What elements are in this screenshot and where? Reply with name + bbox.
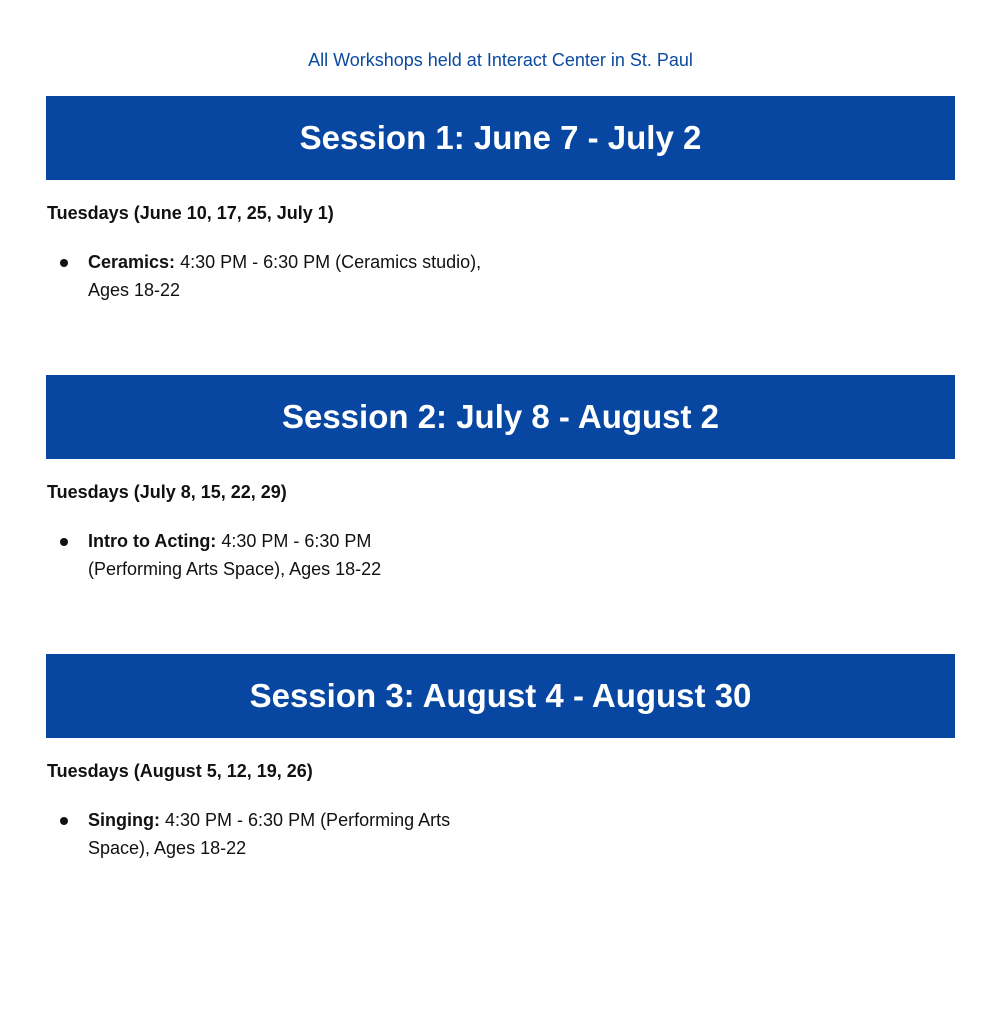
- session-3-day-heading: Tuesdays (August 5, 12, 19, 26): [47, 761, 313, 781]
- workshop-details: 4:30 PM - 6:30 PM (Ceramics studio), Ages 18-22: [88, 252, 482, 300]
- session-3-workshop-item: [88, 806, 468, 862]
- workshop-name: Intro to Acting:: [88, 531, 217, 551]
- session-2-day-heading: Tuesdays (July 8, 15, 22, 29): [47, 482, 287, 502]
- bullet-icon: [60, 538, 68, 546]
- session-2-title: Session 2: July 8 - August 2: [281, 398, 720, 435]
- session-1-title: Session 1: June 7 - July 2: [299, 119, 702, 156]
- workshop-name: Ceramics:: [88, 252, 176, 272]
- session-1-day-heading: Tuesdays (June 10, 17, 25, July 1): [47, 203, 334, 223]
- session-2-banner: [46, 375, 955, 459]
- bullet-icon: [60, 259, 68, 267]
- workshop-details: 4:30 PM - 6:30 PM (Performing Arts Space), Ages 18-22: [88, 531, 382, 579]
- session-1-workshop-item: [88, 248, 488, 304]
- session-3-title: Session 3: August 4 - August 30: [249, 677, 752, 714]
- session-2-workshop-item: [88, 527, 428, 583]
- location-notice: All Workshops held at Interact Center in St. Paul: [308, 50, 693, 70]
- workshop-details: 4:30 PM - 6:30 PM (Performing Arts Space), Ages 18-22: [88, 810, 451, 858]
- workshop-name: Singing:: [88, 810, 160, 830]
- bullet-icon: [60, 817, 68, 825]
- session-3-banner: [46, 654, 955, 738]
- session-1-banner: [46, 96, 955, 180]
